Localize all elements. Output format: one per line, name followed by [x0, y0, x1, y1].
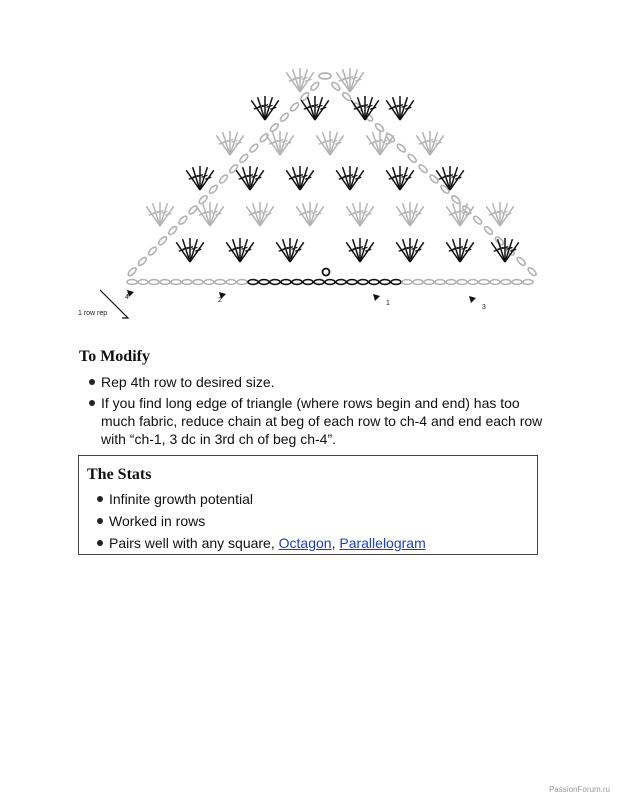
dc-stitch [146, 206, 160, 226]
dc-stitch [233, 239, 240, 262]
dc-stitch [251, 100, 265, 120]
chain-stitch [331, 81, 342, 91]
dc-stitch [153, 203, 160, 226]
dc-stitch [193, 167, 200, 190]
octagon-link[interactable]: Octagon [278, 535, 332, 551]
chain-stitch [171, 280, 181, 285]
modify-list [81, 373, 551, 451]
chain-stitch [479, 280, 489, 285]
dc-stitch [346, 206, 360, 226]
dc-stitch [315, 100, 329, 120]
row-label-2: 2 [218, 297, 222, 304]
dc-stitch [360, 206, 374, 226]
chain-stitch [193, 280, 203, 285]
dc-stitch [196, 206, 210, 226]
dc-stitch [430, 135, 444, 155]
chain-stitch [446, 280, 456, 285]
dc-stitch [393, 167, 400, 190]
row-label-1: 1 [386, 300, 390, 307]
dc-stitch [293, 69, 300, 92]
chain-stitch [468, 280, 478, 285]
dc-stitch [400, 100, 414, 120]
dc-stitch [373, 132, 380, 155]
chain-stitch [138, 280, 148, 285]
chain-stitch [336, 280, 346, 285]
dc-stitch [346, 242, 360, 262]
dc-stitch [308, 97, 315, 120]
dc-stitch [310, 206, 324, 226]
row-label-3: 3 [482, 304, 486, 311]
chain-stitch [424, 280, 434, 285]
chain-stitch [239, 153, 249, 163]
dc-stitch [186, 170, 200, 190]
bullet-icon [89, 379, 95, 385]
bullet-icon [97, 540, 103, 546]
dc-stitch [460, 242, 474, 262]
dc-stitch [386, 100, 400, 120]
dc-stitch [366, 135, 380, 155]
dc-stitch [336, 170, 350, 190]
dc-stitch [393, 97, 400, 120]
dc-stitch [273, 132, 280, 155]
chain-stitch [314, 280, 324, 285]
chain-stitch [269, 122, 279, 132]
dc-stitch [453, 203, 460, 226]
dc-stitch [216, 135, 230, 155]
dc-stitch [226, 242, 240, 262]
dc-stitch [416, 135, 430, 155]
chain-stitch [270, 280, 280, 285]
chain-stitch [413, 280, 423, 285]
chain-stitch [435, 280, 445, 285]
chain-stitch [226, 280, 236, 285]
chain-stitch [157, 236, 167, 246]
dc-stitch [386, 170, 400, 190]
dc-stitch [300, 170, 314, 190]
chain-stitch [204, 280, 214, 285]
list-item [89, 512, 529, 530]
chain-stitch [527, 267, 538, 277]
row-label-4: 4 [125, 294, 129, 301]
chain-stitch [259, 280, 269, 285]
dc-stitch [353, 203, 360, 226]
chain-stitch [347, 280, 357, 285]
list-item [89, 490, 529, 508]
dc-stitch [410, 242, 424, 262]
list-item [81, 373, 551, 391]
dc-stitch [296, 206, 310, 226]
chain-stitch [215, 280, 225, 285]
bullet-icon [97, 518, 103, 524]
dc-stitch [500, 206, 514, 226]
dc-stitch [486, 206, 500, 226]
dc-stitch [280, 135, 294, 155]
dc-stitch [450, 170, 464, 190]
chain-stitch [523, 280, 533, 285]
chain-stitch [279, 112, 289, 122]
stats-heading: The Stats [87, 466, 152, 483]
dc-stitch [343, 167, 350, 190]
dc-stitch [243, 167, 250, 190]
chain-stitch [127, 280, 137, 285]
dc-stitch [350, 170, 364, 190]
to-modify-heading: To Modify [79, 348, 150, 365]
dc-stitch [266, 135, 280, 155]
chain-stitch [396, 143, 407, 153]
dc-stitch [330, 135, 344, 155]
modify-item-2: If you find long edge of triangle (where rows begin and end) has too much fabric, reduce chain at beg of each row to ch-4 and end each row with “ch-1, 3 dc in 3rd ch of beg ch-4”. [101, 395, 543, 447]
chain-stitch [369, 280, 379, 285]
arrow-icon [373, 294, 380, 301]
dc-stitch [250, 170, 264, 190]
dc-stitch [493, 203, 500, 226]
dc-stitch [400, 170, 414, 190]
chain-stitch [292, 280, 302, 285]
chain-stitch [501, 280, 511, 285]
dc-stitch [183, 239, 190, 262]
dc-stitch [403, 239, 410, 262]
chain-stitch [418, 164, 429, 174]
dc-stitch [396, 242, 410, 262]
chain-stitch [310, 81, 320, 91]
chain-stitch [391, 280, 401, 285]
dc-stitch [258, 97, 265, 120]
stats-list [89, 490, 529, 556]
dc-stitch [343, 69, 350, 92]
dc-stitch [290, 242, 304, 262]
dc-stitch [323, 132, 330, 155]
chain-stitch [289, 102, 299, 112]
list-item [89, 534, 529, 552]
chain-stitch [472, 215, 483, 225]
dc-stitch [265, 100, 279, 120]
chain-stitch [342, 91, 353, 101]
chain-stitch [358, 280, 368, 285]
dc-stitch [276, 242, 290, 262]
chain-stitch [249, 143, 259, 153]
chain-stitch [137, 256, 147, 266]
chain-stitch [429, 174, 440, 184]
dc-stitch [286, 72, 300, 92]
dc-stitch [336, 72, 350, 92]
stats-item-2: Worked in rows [109, 513, 206, 529]
chain-stitch [147, 246, 157, 256]
dc-stitch [446, 242, 460, 262]
list-item [81, 394, 551, 448]
chain-stitch [512, 280, 522, 285]
chain-stitch [182, 280, 192, 285]
chain-stitch [168, 225, 178, 235]
dc-stitch [460, 206, 474, 226]
chain-stitch [319, 73, 331, 79]
modify-item-1: Rep 4th row to desired size. [101, 374, 275, 390]
dc-stitch [423, 132, 430, 155]
dc-stitch [236, 170, 250, 190]
chain-stitch [237, 280, 247, 285]
chain-stitch [218, 174, 228, 184]
stats-pairs-text: Pairs well with any square, [109, 535, 279, 551]
chain-stitch [303, 280, 313, 285]
dc-stitch [210, 206, 224, 226]
dc-stitch [230, 135, 244, 155]
dc-stitch [358, 97, 365, 120]
chain-stitch [325, 280, 335, 285]
chain-stitch [149, 280, 159, 285]
chain-stitch [281, 280, 291, 285]
dc-stitch [303, 203, 310, 226]
crochet-triangle-diagram [0, 0, 618, 330]
dc-stitch [203, 203, 210, 226]
dc-stitch [253, 203, 260, 226]
stats-separator: , [331, 535, 340, 551]
dc-stitch [190, 242, 204, 262]
dc-stitch [403, 203, 410, 226]
dc-stitch [293, 167, 300, 190]
chain-stitch [407, 153, 418, 163]
dc-stitch [350, 72, 364, 92]
chain-stitch [160, 280, 170, 285]
dc-stitch [260, 206, 274, 226]
row-repeat-label: 1 row rep [78, 310, 108, 317]
chain-stitch [208, 184, 218, 194]
stats-item-1: Infinite growth potential [109, 491, 253, 507]
dc-stitch [301, 100, 315, 120]
dc-stitch [410, 206, 424, 226]
arrow-icon [469, 296, 476, 303]
dc-stitch [316, 135, 330, 155]
dc-stitch [360, 242, 374, 262]
chain-stitch [490, 280, 500, 285]
dc-stitch [246, 206, 260, 226]
chain-stitch [483, 225, 494, 235]
dc-stitch [453, 239, 460, 262]
watermark: PassionForum.ru [549, 785, 610, 794]
dc-stitch [160, 206, 174, 226]
dc-stitch [176, 242, 190, 262]
bullet-icon [97, 496, 103, 502]
dc-stitch [283, 239, 290, 262]
chain-stitch [248, 280, 258, 285]
chain-stitch [402, 280, 412, 285]
chain-stitch [178, 215, 188, 225]
start-ring [323, 269, 330, 276]
bullet-icon [89, 400, 95, 406]
parallelogram-link[interactable]: Parallelogram [339, 535, 426, 551]
dc-stitch [286, 170, 300, 190]
dc-stitch [396, 206, 410, 226]
chain-stitch [457, 280, 467, 285]
dc-stitch [240, 242, 254, 262]
chain-stitch [380, 280, 390, 285]
dc-stitch [446, 206, 460, 226]
dc-stitch [223, 132, 230, 155]
chain-stitch [127, 266, 137, 276]
chain-stitch [516, 256, 527, 266]
dc-stitch [353, 239, 360, 262]
